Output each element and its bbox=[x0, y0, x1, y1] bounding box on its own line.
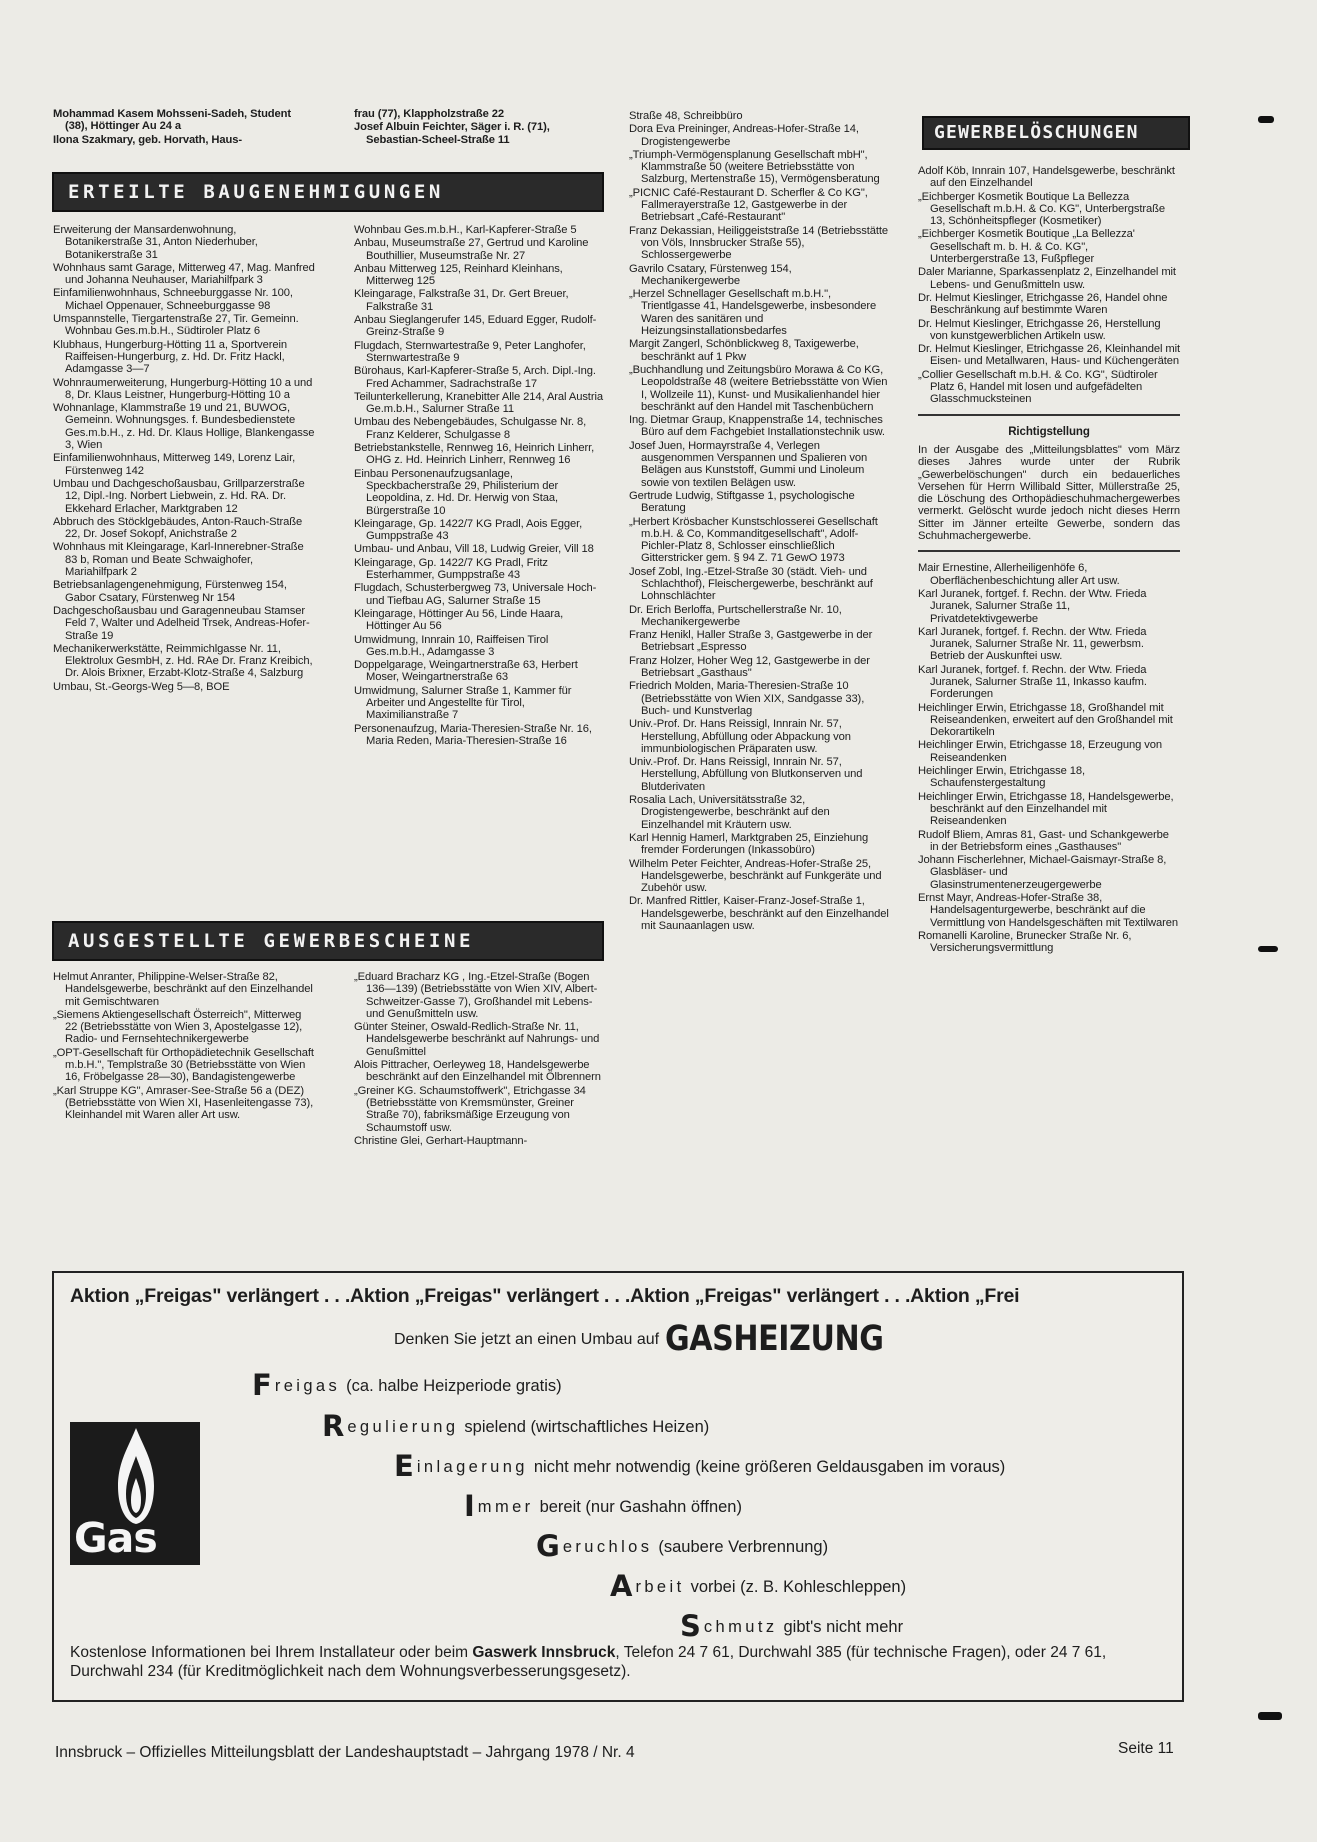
loeschungen-list-a bbox=[918, 165, 1180, 406]
acrostic-word: eruchlos bbox=[562, 1538, 653, 1556]
list-entry: Teilunterkellerung, Kranebitter Alle 214, Aral Austria Ge.m.b.H., Salurner Straße 11 bbox=[354, 390, 603, 416]
list-entry: „Greiner KG. Schaumstoffwerk", Etrichgasse 34 (Betriebsstätte von Kremsmünster, Greiner Straße 70), fabriksmäßige Erzeugung von Schaumstoff usw. bbox=[354, 1084, 586, 1134]
list-entry: Einbau Personenaufzugsanlage, Speckbacherstraße 29, Philisterium der Leopoldina, z. Hd. Dr. Herwig von Staa, Bürgerstraße 10 bbox=[354, 467, 559, 517]
list-entry: Anbau Mitterweg 125, Reinhard Kleinhans, Mitterweg 125 bbox=[354, 262, 563, 288]
scan-mark bbox=[1258, 1712, 1282, 1720]
list-entry: Umbau des Nebengebäudes, Schulgasse Nr. 8, Franz Kelderer, Schulgasse 8 bbox=[354, 416, 587, 441]
list-entry: Kleingarage, Gp. 1422/7 KG Pradl, Aois Egger, Gumppstraße 43 bbox=[354, 517, 583, 543]
gewerbeloeschungen-col4 bbox=[918, 165, 1180, 956]
acrostic-text: vorbei (z. B. Kohleschleppen) bbox=[690, 1578, 907, 1596]
list-entry: Flugdach, Schusterbergweg 73, Universale Hoch- und Tiefbau AG, Salurner Straße 15 bbox=[354, 582, 597, 607]
list-entry: Franz Dekassian, Heiliggeiststraße 14 (Betriebsstätte von Völs, Innsbrucker Straße 55), Schlossergewerbe bbox=[629, 224, 888, 262]
scan-mark bbox=[1258, 116, 1274, 123]
list-entry: Umbau- und Anbau, Vill 18, Ludwig Greier, Vill 18 bbox=[354, 543, 594, 556]
list-entry: Mechanikerwerkstätte, Reimmichlgasse Nr. 11, Elektrolux GesmbH, z. Hd. RAe Dr. Franz Kreibich, Dr. Alois Brixner, Erzabt-Klotz-Straße 4, Salzburg bbox=[53, 642, 313, 680]
acrostic-initial: R bbox=[322, 1409, 345, 1443]
col2-top bbox=[354, 108, 605, 147]
acrostic-line bbox=[464, 1489, 742, 1523]
acrostic-initial: E bbox=[394, 1449, 414, 1483]
richtigstellung-title: Richtigstellung bbox=[1008, 425, 1090, 438]
page-number: Seite 11 bbox=[1118, 1740, 1174, 1757]
ad-headline: Aktion „Freigas" verlängert . . .Aktion „Freigas" verlängert . . .Aktion „Freigas" verlängert . . .Aktion „Frei bbox=[70, 1285, 1020, 1307]
list-entry: „Eichberger Kosmetik Boutique La Bellezza Gesellschaft m.b.H. & Co. KG", Unterbergstraße 13, Schönheitspfleger (Kosmetiker) bbox=[918, 190, 1166, 228]
list-entry: Einfamilienwohnhaus, Mitterweg 149, Lorenz Lair, Fürstenweg 142 bbox=[53, 452, 296, 477]
loeschungen-list-b bbox=[918, 562, 1180, 954]
list-entry: Dr. Helmut Kieslinger, Etrichgasse 26, Handel ohne Beschränkung auf bestimmte Waren bbox=[918, 291, 1168, 317]
list-entry: Wohnbau Ges.m.b.H., Karl-Kapferer-Straße 5 bbox=[354, 224, 577, 236]
acrostic-initial: F bbox=[252, 1368, 272, 1402]
list-entry: Josef Zobl, Ing.-Etzel-Straße 30 (städt. Vieh- und Schlachthof), Fleischergewerbe, beschränkt auf Lohnschlächter bbox=[629, 565, 873, 603]
list-entry: Heichlinger Erwin, Etrichgasse 18, Großhandel mit Reiseandenken, erweitert auf den Großhandel mit Dekorartikeln bbox=[918, 701, 1173, 739]
list-entry: Friedrich Molden, Maria-Theresien-Straße 10 (Betriebsstätte von Wien XIX, Sandgasse 33), Buch- und Kunstverlag bbox=[629, 680, 865, 717]
acrostic-text: (ca. halbe Heizperiode gratis) bbox=[346, 1377, 562, 1395]
list-entry: Univ.-Prof. Dr. Hans Reissigl, Innrain Nr. 57, Herstellung, Abfüllung oder Abpackung von immunbiologischen Präparaten usw. bbox=[629, 718, 851, 755]
list-entry: „Siemens Aktiengesellschaft Österreich", Mitterweg 22 (Betriebsstätte von Wien 3, Apostelgasse 12), Radio- und Fernsehtechnikergewerbe bbox=[53, 1008, 303, 1046]
flame-icon bbox=[114, 1426, 158, 1526]
list-entry: Dachgeschoßausbau und Garagenneubau Stamser Feld 7, Walter und Adelheid Trsek, Andreas-Hofer-Straße 19 bbox=[53, 604, 310, 642]
list-entry: Günter Steiner, Oswald-Redlich-Straße Nr. 11, Handelsgewerbe beschränkt auf Nahrungs- und Genußmittel bbox=[354, 1021, 600, 1058]
acrostic-word: inlagerung bbox=[416, 1458, 528, 1476]
list-entry: Heichlinger Erwin, Etrichgasse 18, Erzeugung von Reiseandenken bbox=[918, 739, 1162, 764]
list-entry: Dora Eva Preininger, Andreas-Hofer-Straße 14, Drogistengewerbe bbox=[629, 123, 859, 148]
list-entry: Alois Pittracher, Oerleyweg 18, Handelsgewerbe beschränkt auf den Einzelhandel mit Ölbrennern bbox=[354, 1059, 601, 1084]
acrostic-word: rbeit bbox=[635, 1578, 685, 1596]
list-entry: Umwidmung, Innrain 10, Raiffeisen Tirol Ges.m.b.H., Adamgasse 3 bbox=[354, 633, 549, 658]
baugenehmigungen-col2 bbox=[354, 224, 605, 748]
list-entry: Straße 48, Schreibbüro bbox=[629, 110, 743, 122]
list-entry: Dr. Helmut Kieslinger, Etrichgasse 26, Kleinhandel mit Eisen- und Metallwaren, Haus- und Küchengeräten bbox=[918, 343, 1180, 368]
ad-sub-big: GASHEIZUNG bbox=[665, 1319, 884, 1359]
divider bbox=[918, 550, 1180, 552]
list-entry: Betriebsanlagengenehmigung, Fürstenweg 154, Gabor Csatary, Fürstenweg Nr 154 bbox=[53, 579, 287, 604]
acrostic-text: nicht mehr notwendig (keine größeren Geldausgaben im voraus) bbox=[533, 1458, 1006, 1476]
list-entry: Franz Holzer, Hoher Weg 12, Gastgewerbe in der Betriebsart „Gasthaus" bbox=[629, 654, 870, 680]
acrostic-line bbox=[536, 1529, 828, 1563]
list-entry: Abbruch des Stöcklgebäudes, Anton-Rauch-Straße 22, Dr. Josef Sokopf, Anichstraße 2 bbox=[53, 515, 303, 541]
list-entry: Dr. Manfred Rittler, Kaiser-Franz-Josef-Straße 1, Handelsgewerbe, beschränkt auf den Einzelhandel mit Saunaanlagen usw. bbox=[629, 895, 889, 932]
ad-contact-company: Gaswerk Innsbruck bbox=[472, 1644, 616, 1661]
gewerbescheine-col1 bbox=[53, 971, 315, 1123]
list-entry: Umwidmung, Salurner Straße 1, Kammer für Arbeiter und Angestellte für Tirol, Maximilianstraße 7 bbox=[354, 684, 572, 722]
acrostic-line bbox=[610, 1569, 906, 1603]
list-entry: „Collier Gesellschaft m.b.H. & Co. KG", Südtiroler Platz 6, Handel mit losen und aufgefädelten Glasschmucksteinen bbox=[918, 368, 1158, 406]
entry: Mohammad Kasem Mohsseni-Sadeh, Student (38), Höttinger Au 24 a bbox=[53, 108, 292, 133]
list-entry: Bürohaus, Karl-Kapferer-Straße 5, Arch. Dipl.-Ing. Fred Achammer, Sadrachstraße 17 bbox=[354, 365, 596, 390]
list-entry: Dr. Helmut Kieslinger, Etrichgasse 26, Herstellung von kunstgewerblichen Artikeln usw. bbox=[918, 317, 1161, 342]
ad-subline bbox=[394, 1319, 919, 1359]
list-entry: Daler Marianne, Sparkassenplatz 2, Einzelhandel mit Lebens- und Genußmitteln usw. bbox=[918, 266, 1176, 291]
list-entry: Karl Juranek, fortgef. f. Rechn. der Wtw. Frieda Juranek, Salurner Straße Nr. 11, gewerbsm. Betrieb der Auskunftei usw. bbox=[918, 625, 1147, 663]
acrostic-word: egulierung bbox=[347, 1418, 459, 1436]
list-entry: Heichlinger Erwin, Etrichgasse 18, Schaufenstergestaltung bbox=[918, 765, 1085, 790]
list-entry: Umbau und Dachgeschoßausbau, Grillparzerstraße 12, Dipl.-Ing. Norbert Liebwein, z. Hd. RA. Dr. Ekkehard Erlacher, Marktgraben 12 bbox=[53, 477, 305, 515]
banner-baugenehmigungen: ERTEILTE BAUGENEHMIGUNGEN bbox=[52, 172, 604, 212]
gewerbescheine-col2 bbox=[354, 971, 605, 1148]
list-entry: „Herbert Krösbacher Kunstschlosserei Gesellschaft m.b.H. & Co, Kommanditgesellschaft", Adolf-Pichler-Platz 8, Schlosser einschließlich Gitterstricker gem. § 94 Z. 71 GewO 1973 bbox=[629, 515, 878, 565]
acrostic-initial: S bbox=[680, 1609, 701, 1643]
list-entry: „Herzel Schnellager Gesellschaft m.b.H.", Trientlgasse 41, Handelsgewerbe, insbesondere Waren des sanitären und Heizungsinstallationsbedarfes bbox=[629, 288, 877, 338]
divider bbox=[918, 414, 1180, 416]
list-entry: Karl Juranek, fortgef. f. Rechn. der Wtw. Frieda Juranek, Salurner Straße 11, Inkasso kaufm. Forderungen bbox=[918, 663, 1147, 701]
list-entry: Wohnanlage, Klammstraße 19 und 21, BUWOG, Gemeinn. Wohnungsges. f. Bundesbedienstete Ges.m.b.H., z. Hd. Dr. Klaus Hollige, Blankengasse 3, Wien bbox=[53, 402, 315, 452]
banner-gewerbeloeschungen: GEWERBELÖSCHUNGEN bbox=[922, 116, 1190, 150]
acrostic-line bbox=[322, 1409, 709, 1443]
gas-logo bbox=[70, 1422, 200, 1565]
list-entry: Umspannstelle, Tiergartenstraße 27, Tir. Gemeinn. Wohnbau Ges.m.b.H., Südtiroler Platz 6 bbox=[53, 313, 299, 338]
list-entry: Karl Juranek, fortgef. f. Rechn. der Wtw. Frieda Juranek, Salurner Straße 11, Privatdetektivgewerbe bbox=[918, 587, 1147, 625]
gas-logo-text: Gas bbox=[74, 1514, 157, 1562]
acrostic-text: (saubere Verbrennung) bbox=[658, 1538, 829, 1556]
list-entry: Rudolf Bliem, Amras 81, Gast- und Schankgewerbe in der Betriebsform eines „Gasthauses" bbox=[918, 828, 1169, 853]
acrostic-word: reigas bbox=[274, 1377, 341, 1395]
acrostic-initial: G bbox=[536, 1529, 560, 1563]
list-entry: Einfamilienwohnhaus, Schneeburggasse Nr. 100, Michael Oppenauer, Schneeburggasse 98 bbox=[53, 287, 293, 312]
col1-top bbox=[53, 108, 315, 147]
list-entry: Anbau Sieglangerufer 145, Eduard Egger, Rudolf-Greinz-Straße 9 bbox=[354, 314, 597, 339]
acrostic-line bbox=[252, 1368, 562, 1402]
list-entry: Wohnhaus samt Garage, Mitterweg 47, Mag. Manfred und Johanna Neuhauser, Mariahilfpark 3 bbox=[53, 261, 315, 287]
baugenehmigungen-col1 bbox=[53, 224, 315, 694]
gasheizung-advertisement bbox=[52, 1271, 1184, 1702]
list-entry: Personenaufzug, Maria-Theresien-Straße Nr. 16, Maria Reden, Maria-Theresien-Straße 16 bbox=[354, 722, 592, 747]
list-entry: Betriebstankstelle, Rennweg 16, Heinrich Linherr, OHG z. Hd. Heinrich Linherr, Rennweg 16 bbox=[354, 442, 595, 467]
banner-gewerbescheine: AUSGESTELLTE GEWERBESCHEINE bbox=[52, 921, 604, 961]
list-entry: Rosalia Lach, Universitätsstraße 32, Drogistengewerbe, beschränkt auf den Einzelhandel mit Kräutern usw. bbox=[629, 794, 830, 831]
acrostic-text: gibt's nicht mehr bbox=[783, 1618, 904, 1636]
list-entry: Margit Zangerl, Schönblickweg 8, Taxigewerbe, beschränkt auf 1 Pkw bbox=[629, 338, 859, 363]
list-entry: Umbau, St.-Georgs-Weg 5—8, BOE bbox=[53, 680, 230, 693]
list-entry: Heichlinger Erwin, Etrichgasse 18, Handelsgewerbe, beschränkt auf den Einzelhandel mit Reiseandenken bbox=[918, 790, 1174, 828]
ad-contact-suffix: , Telefon 24 7 61, Durchwahl 385 (für technische Fragen), oder 24 7 61, Durchwahl 234 (für Kreditmöglichkeit nach dem Wohnungsverbesserungsgesetz). bbox=[70, 1644, 1107, 1680]
acrostic-line bbox=[394, 1449, 1005, 1483]
acrostic-word: chmutz bbox=[703, 1618, 778, 1636]
list-entry: Mair Ernestine, Allerheiligenhöfe 6, Oberflächenbeschichtung aller Art usw. bbox=[918, 562, 1120, 587]
list-entry: „Karl Struppe KG", Amraser-See-Straße 56 a (DEZ) (Betriebsstätte von Wien XI, Hasenleitengasse 73), Kleinhandel mit Waren aller Art usw. bbox=[53, 1084, 314, 1122]
gewerbescheine-col3 bbox=[629, 110, 893, 933]
list-entry: Kleingarage, Falkstraße 31, Dr. Gert Breuer, Falkstraße 31 bbox=[354, 288, 569, 313]
list-entry: Johann Fischerlehner, Michael-Gaismayr-Straße 8, Glasbläser- und Glasinstrumentenerzeugergewerbe bbox=[918, 854, 1167, 891]
list-entry: „OPT-Gesellschaft für Orthopädietechnik Gesellschaft m.b.H.", Templstraße 30 (Betriebsstätte von Wien 16, Fröbelgasse 28—30), Bandagistengewerbe bbox=[53, 1046, 314, 1084]
footer-publication: Innsbruck – Offizielles Mitteilungsblatt der Landeshauptstadt – Jahrgang 1978 / Nr. 4 bbox=[55, 1744, 635, 1761]
list-entry: „Buchhandlung und Zeitungsbüro Morawa & Co KG, Leopoldstraße 48 (weitere Betriebsstätte von Wien I, Wollzeile 11), Kunst- und Musikalienhandel hier beschränkt auf den Handel mit Taschenbüchern bbox=[629, 363, 888, 413]
list-entry: Erweiterung der Mansardenwohnung, Botanikerstraße 31, Anton Niederhuber, Botanikerstraße 31 bbox=[53, 224, 258, 261]
acrostic-word: mmer bbox=[477, 1498, 534, 1516]
list-entry: Kleingarage, Höttinger Au 56, Linde Haara, Höttinger Au 56 bbox=[354, 607, 564, 633]
list-entry: Romanelli Karoline, Brunecker Straße Nr. 6, Versicherungsvermittlung bbox=[918, 929, 1132, 955]
acrostic-text: spielend (wirtschaftliches Heizen) bbox=[464, 1418, 710, 1436]
list-entry: Anbau, Museumstraße 27, Gertrud und Karoline Bouthillier, Museumstraße Nr. 27 bbox=[354, 237, 589, 262]
entry: frau (77), Klappholzstraße 22 bbox=[354, 108, 505, 120]
list-entry: Karl Hennig Hamerl, Marktgraben 25, Einziehung fremder Forderungen (Inkassobüro) bbox=[629, 831, 869, 857]
list-entry: Wohnhaus mit Kleingarage, Karl-Innerebner-Straße 83 b, Roman und Beate Schwaighofer, Mariahilfpark 2 bbox=[53, 541, 304, 579]
list-entry: Dr. Erich Berloffa, Purtschellerstraße Nr. 10, Mechanikergewerbe bbox=[629, 603, 842, 628]
list-entry: Ernst Mayr, Andreas-Hofer-Straße 38, Handelsagenturgewerbe, beschränkt auf die Vermittlung von Handelsgeschäften mit Textilwaren bbox=[918, 892, 1178, 929]
list-entry: Wohnraumerweiterung, Hungerburg-Hötting 10 a und 8, Dr. Klaus Leistner, Hungerburg-Hötting 10 a bbox=[53, 376, 313, 401]
list-entry: Kleingarage, Gp. 1422/7 KG Pradl, Fritz Esterhammer, Gumppstraße 43 bbox=[354, 556, 548, 582]
list-entry: Doppelgarage, Weingartnerstraße 63, Herbert Moser, Weingartnerstraße 63 bbox=[354, 659, 578, 684]
list-entry: Adolf Köb, Innrain 107, Handelsgewerbe, beschränkt auf den Einzelhandel bbox=[918, 165, 1175, 190]
acrostic-line bbox=[680, 1609, 903, 1643]
list-entry: Helmut Anranter, Philippine-Welser-Straße 82, Handelsgewerbe, beschränkt auf den Einzelhandel mit Gemischtwaren bbox=[53, 971, 313, 1008]
acrostic-initial: I bbox=[464, 1489, 475, 1523]
list-entry: „Eduard Bracharz KG , Ing.-Etzel-Straße (Bogen 136—139) (Betriebsstätte von Wien XIV, Albert-Schweitzer-Gasse 7), Großhandel mit Lebens- und Genußmitteln usw. bbox=[354, 971, 598, 1020]
list-entry: Flugdach, Sternwartestraße 9, Peter Langhofer, Sternwartestraße 9 bbox=[354, 339, 586, 364]
list-entry: „Triumph-Vermögensplanung Gesellschaft mbH", Klammstraße 50 (weitere Betriebsstätte von Salzburg, Mertenstraße 15), Vermögensberatung bbox=[629, 148, 880, 186]
list-entry: „Eichberger Kosmetik Boutique „La Bellezza' Gesellschaft m. b. H. & Co. KG", Unterbergerstraße 13, Fußpfleger bbox=[918, 228, 1135, 266]
acrostic-initial: A bbox=[610, 1569, 633, 1603]
list-entry: Klubhaus, Hungerburg-Hötting 11 a, Sportverein Raiffeisen-Hungerburg, z. Hd. Dr. Fritz Hackl, Adamgasse 3—7 bbox=[53, 338, 288, 376]
list-entry: Franz Henikl, Haller Straße 3, Gastgewerbe in der Betriebsart „Espresso bbox=[629, 629, 873, 654]
ad-contact-prefix: Kostenlose Informationen bei Ihrem Installateur oder beim bbox=[70, 1644, 473, 1661]
ad-sub-small: Denken Sie jetzt an einen Umbau auf bbox=[394, 1331, 660, 1348]
scan-mark bbox=[1258, 946, 1278, 952]
list-entry: Wilhelm Peter Feichter, Andreas-Hofer-Straße 25, Handelsgewerbe, beschränkt auf Funkgeräte und Zubehör usw. bbox=[629, 857, 882, 895]
list-entry: Gavrilo Csatary, Fürstenweg 154, Mechanikergewerbe bbox=[629, 262, 792, 287]
list-entry: Christine Glei, Gerhart-Hauptmann- bbox=[354, 1134, 528, 1147]
entry: Josef Albuin Feichter, Säger i. R. (71), Sebastian-Scheel-Straße 11 bbox=[354, 121, 550, 146]
richtigstellung-text: In der Ausgabe des „Mitteilungsblattes" vom März dieses Jahres wurde unter der Rubrik „Gewerbelöschungen" durch ein bedauerliches Versehen für Herrn Willibald Sitter, Müllerstraße 25, die Löschung des Orthopädieschuhmachergewerbes vermerkt. Gelöscht wurde jedoch nicht dieses Herrn Sitter im Jänner erteilte Gewerbe, sondern das Schuhmachergewerbe. bbox=[918, 443, 1180, 543]
entry: Ilona Szakmary, geb. Horvath, Haus- bbox=[53, 133, 243, 146]
list-entry: Ing. Dietmar Graup, Knappenstraße 14, technisches Büro auf dem Fachgebiet Installationstechnik usw. bbox=[629, 414, 885, 439]
list-entry: Gertrude Ludwig, Stiftgasse 1, psychologische Beratung bbox=[629, 489, 855, 515]
list-entry: Josef Juen, Hormayrstraße 4, Verlegen ausgenommen Verspannen und Spalieren von Belägen aus Kunststoff, Gummi und Linoleum sowie von textilen Belägen usw. bbox=[629, 439, 868, 489]
ad-contact bbox=[70, 1643, 1170, 1681]
list-entry: Univ.-Prof. Dr. Hans Reissigl, Innrain Nr. 57, Herstellung, Abfüllung von Blutkonserven und Blutderivaten bbox=[629, 756, 863, 793]
acrostic-text: bereit (nur Gashahn öffnen) bbox=[539, 1498, 742, 1516]
list-entry: „PICNIC Café-Restaurant D. Scherfler & Co KG", Fallmerayerstraße 12, Gastgewerbe in der Betriebsart „Café-Restaurant" bbox=[629, 186, 868, 224]
